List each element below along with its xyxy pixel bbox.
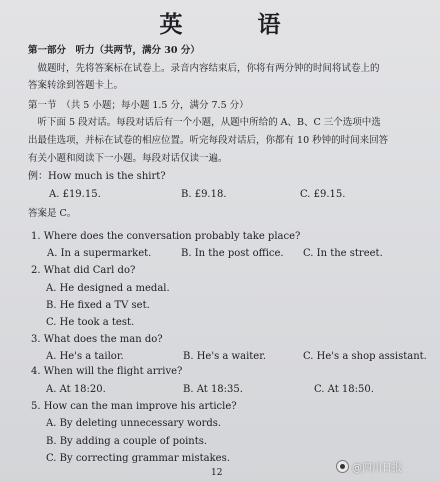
- weibo-logo-icon: [336, 460, 349, 473]
- section1-instruction-line3: 有关小题和阅读下一小题。每段对话仅读一遍。: [28, 153, 228, 164]
- question-5-option-a: A. By deleting unnecessary words.: [46, 418, 222, 429]
- question-3: 3. What does the man do?: [31, 334, 163, 345]
- question-1-option-c: C. In the street.: [303, 248, 383, 259]
- question-5-option-b: B. By adding a couple of points.: [46, 436, 208, 447]
- watermark: [336, 459, 402, 474]
- question-2-option-b: B. He fixed a TV set.: [46, 300, 150, 311]
- question-2-option-a: A. He designed a medal.: [46, 283, 170, 294]
- question-1: 1. Where does the conversation probably take place?: [31, 231, 301, 242]
- example-option-c: C. £9.15.: [300, 189, 346, 200]
- question-3-option-c: C. He's a shop assistant.: [303, 351, 427, 362]
- question-3-option-b: B. He's a waiter.: [183, 351, 267, 362]
- example-question: 例：How much is the shirt?: [28, 171, 166, 182]
- question-4-option-a: A. At 18:20.: [46, 384, 106, 395]
- section1-instruction-line1: 听下面 5 段对话。每段对话后有一个小题，从题中所给的 A、B、C 三个选项中选: [28, 117, 381, 128]
- watermark-text: @四川日报: [352, 463, 402, 474]
- question-4: 4. When will the flight arrive?: [31, 366, 183, 377]
- section1-heading: 第一节 （共 5 小题；每小题 1.5 分，满分 7.5 分）: [28, 100, 249, 111]
- part1-heading: 第一部分 听力（共两节，满分 30 分）: [28, 45, 200, 56]
- example-answer: 答案是 C。: [28, 208, 77, 219]
- section1-instruction-line2: 出最佳选项，并标在试卷的相应位置。听完每段对话后，你都有 10 秒钟的时间来回答: [28, 135, 389, 146]
- question-5: 5. How can the man improve his article?: [31, 401, 237, 412]
- question-5-option-c: C. By correcting grammar mistakes.: [46, 453, 230, 464]
- question-1-option-a: A. In a supermarket.: [47, 248, 152, 259]
- question-1-option-b: B. In the post office.: [181, 248, 284, 259]
- example-option-a: A. £19.15.: [49, 189, 101, 200]
- question-4-option-b: B. At 18:35.: [183, 384, 243, 395]
- example-option-b: B. £9.18.: [181, 189, 227, 200]
- part1-instruction-line1: 做题时，先将答案标在试卷上。录音内容结束后，你将有两分钟的时间将试卷上的: [28, 63, 380, 74]
- part1-instruction-line2: 答案转涂到答题卡上。: [28, 80, 124, 91]
- question-2-option-c: C. He took a test.: [46, 317, 135, 328]
- question-4-option-c: C. At 18:50.: [314, 384, 374, 395]
- question-3-option-a: A. He's a tailor.: [46, 351, 124, 362]
- page-number: 12: [211, 468, 223, 478]
- page-title: 英 语: [159, 11, 307, 38]
- question-2: 2. What did Carl do?: [31, 265, 136, 276]
